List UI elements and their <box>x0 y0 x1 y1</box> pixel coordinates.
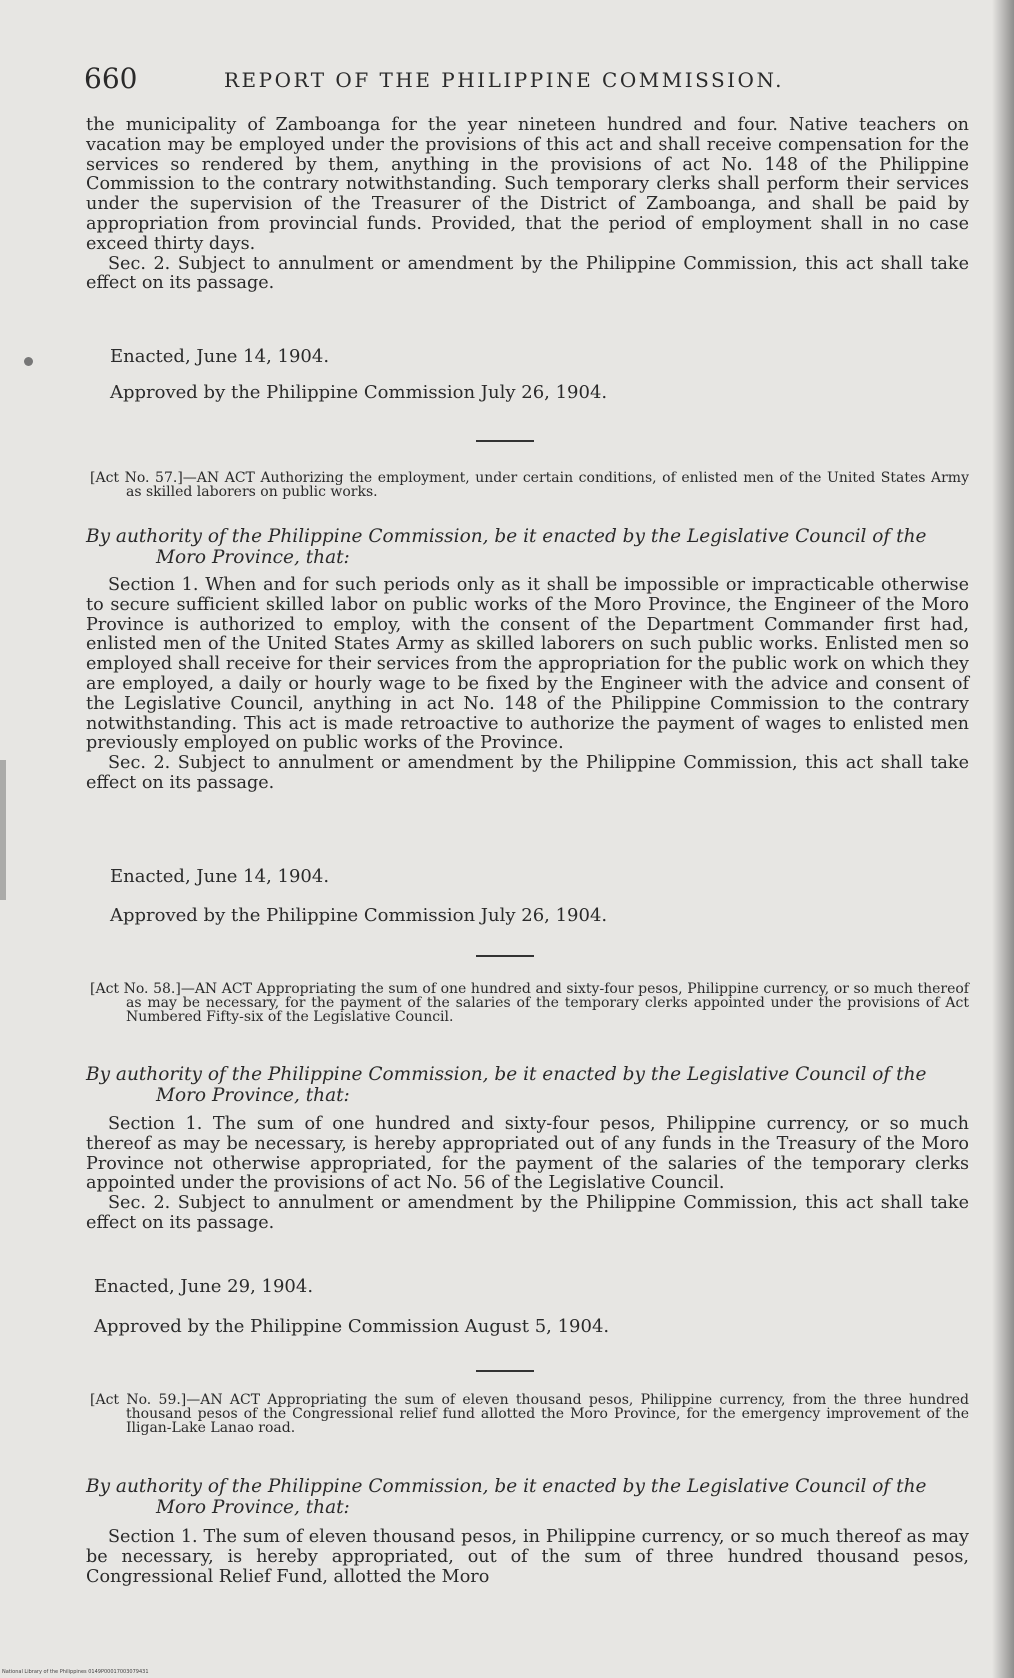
act56-body <box>86 116 969 294</box>
act56-section-2: Sec. 2. Subject to annulment or amendment by the Philippine Commission, this act shall take effect on its passage. <box>86 253 969 294</box>
scan-source-footer: National Library of the Philippines 0149P00017003079431 <box>2 1669 149 1675</box>
act58-enacted: Enacted, June 29, 1904. <box>94 1276 314 1297</box>
act57-approved: Approved by the Philippine Commission July 26, 1904. <box>110 905 608 926</box>
page-edge-shadow <box>992 0 1014 1678</box>
act58-body <box>86 1115 969 1234</box>
act57-authority: By authority of the Philippine Commission, be it enacted by the Legislative Council of the Moro Province, that: <box>86 526 927 568</box>
section-divider <box>476 1370 534 1372</box>
act56-enacted: Enacted, June 14, 1904. <box>110 346 330 367</box>
act57-body <box>86 576 969 794</box>
act56-paragraph: the municipality of Zamboanga for the year nineteen hundred and four. Native teachers on vacation may be employed under the provisions of this act and shall receive compensation for the services so rendered by them, anything in the provisions of act No. 148 of the Philippine Commission to the contrary notwithstanding. Such temporary clerks shall perform their services under the supervision of the Treasurer of the District of Zamboanga, and shall be paid by appropriation from provincial funds. Provided, that the period of employment shall in no case exceed thirty days. <box>86 115 969 254</box>
section-divider <box>476 955 534 957</box>
act58-authority: By authority of the Philippine Commission, be it enacted by the Legislative Council of the Moro Province, that: <box>86 1064 927 1106</box>
act57-section-2: Sec. 2. Subject to annulment or amendment by the Philippine Commission, this act shall take effect on its passage. <box>86 753 969 793</box>
page-header <box>84 62 934 102</box>
act57-title: [Act No. 57.]—AN ACT Authorizing the employment, under certain conditions, of enlisted men of the United States Army as skilled laborers on public works. <box>90 470 969 500</box>
ink-spot <box>24 357 33 366</box>
act57-enacted: Enacted, June 14, 1904. <box>110 866 330 887</box>
section-divider <box>476 440 534 442</box>
page-edge-mark <box>0 760 6 900</box>
page-number: 660 <box>84 62 138 95</box>
act58-title: [Act No. 58.]—AN ACT Appropriating the sum of one hundred and sixty-four pesos, Philippine currency, or so much thereof as may be necessary, for the payment of the salaries of the temporary clerks appointed under the provisions of Act Numbered Fifty-six of the Legislative Council. <box>90 981 969 1025</box>
act59-section-1: Section 1. The sum of eleven thousand pesos, in Philippine currency, or so much thereof as may be necessary, is hereby appropriated, out of the sum of three hundred thousand pesos, Congressional Relief Fund, allotted the Moro <box>86 1527 969 1587</box>
running-title: REPORT OF THE PHILIPPINE COMMISSION. <box>224 68 785 92</box>
act58-section-1: Section 1. The sum of one hundred and sixty-four pesos, Philippine currency, or so much thereof as may be necessary, is hereby appropriated out of any funds in the Treasury of the Moro Province not otherwise appropriated, for the payment of the salaries of the temporary clerks appointed under the provisions of act No. 56 of the Legislative Council. <box>86 1114 969 1194</box>
act59-title: [Act No. 59.]—AN ACT Appropriating the sum of eleven thousand pesos, Philippine currency, from the three hundred thousand pesos of the Congressional relief fund allotted the Moro Province, for the emergency improvement of the Iligan-Lake Lanao road. <box>90 1392 969 1436</box>
act59-authority: By authority of the Philippine Commission, be it enacted by the Legislative Council of the Moro Province, that: <box>86 1476 927 1518</box>
act58-section-2: Sec. 2. Subject to annulment or amendment by the Philippine Commission, this act shall take effect on its passage. <box>86 1193 969 1233</box>
act58-approved: Approved by the Philippine Commission August 5, 1904. <box>94 1316 610 1337</box>
act56-approved: Approved by the Philippine Commission July 26, 1904. <box>110 382 608 403</box>
act57-section-1: Section 1. When and for such periods only as it shall be impossible or impracticable otherwise to secure sufficient skilled labor on public works of the Moro Province, the Engineer of the Moro Province is authorized to employ, with the consent of the Department Commander first had, enlisted men of the United States Army as skilled laborers on such public works. Enlisted men so employed shall receive for their services from the appropriation for the public work on which they are employed, a daily or hourly wage to be fixed by the Engineer with the advice and consent of the Legislative Council, anything in act No. 148 of the Philippine Commission to the contrary notwithstanding. This act is made retroactive to authorize the payment of wages to enlisted men previously employed on public works of the Province. <box>86 575 969 754</box>
act59-body <box>86 1528 969 1587</box>
